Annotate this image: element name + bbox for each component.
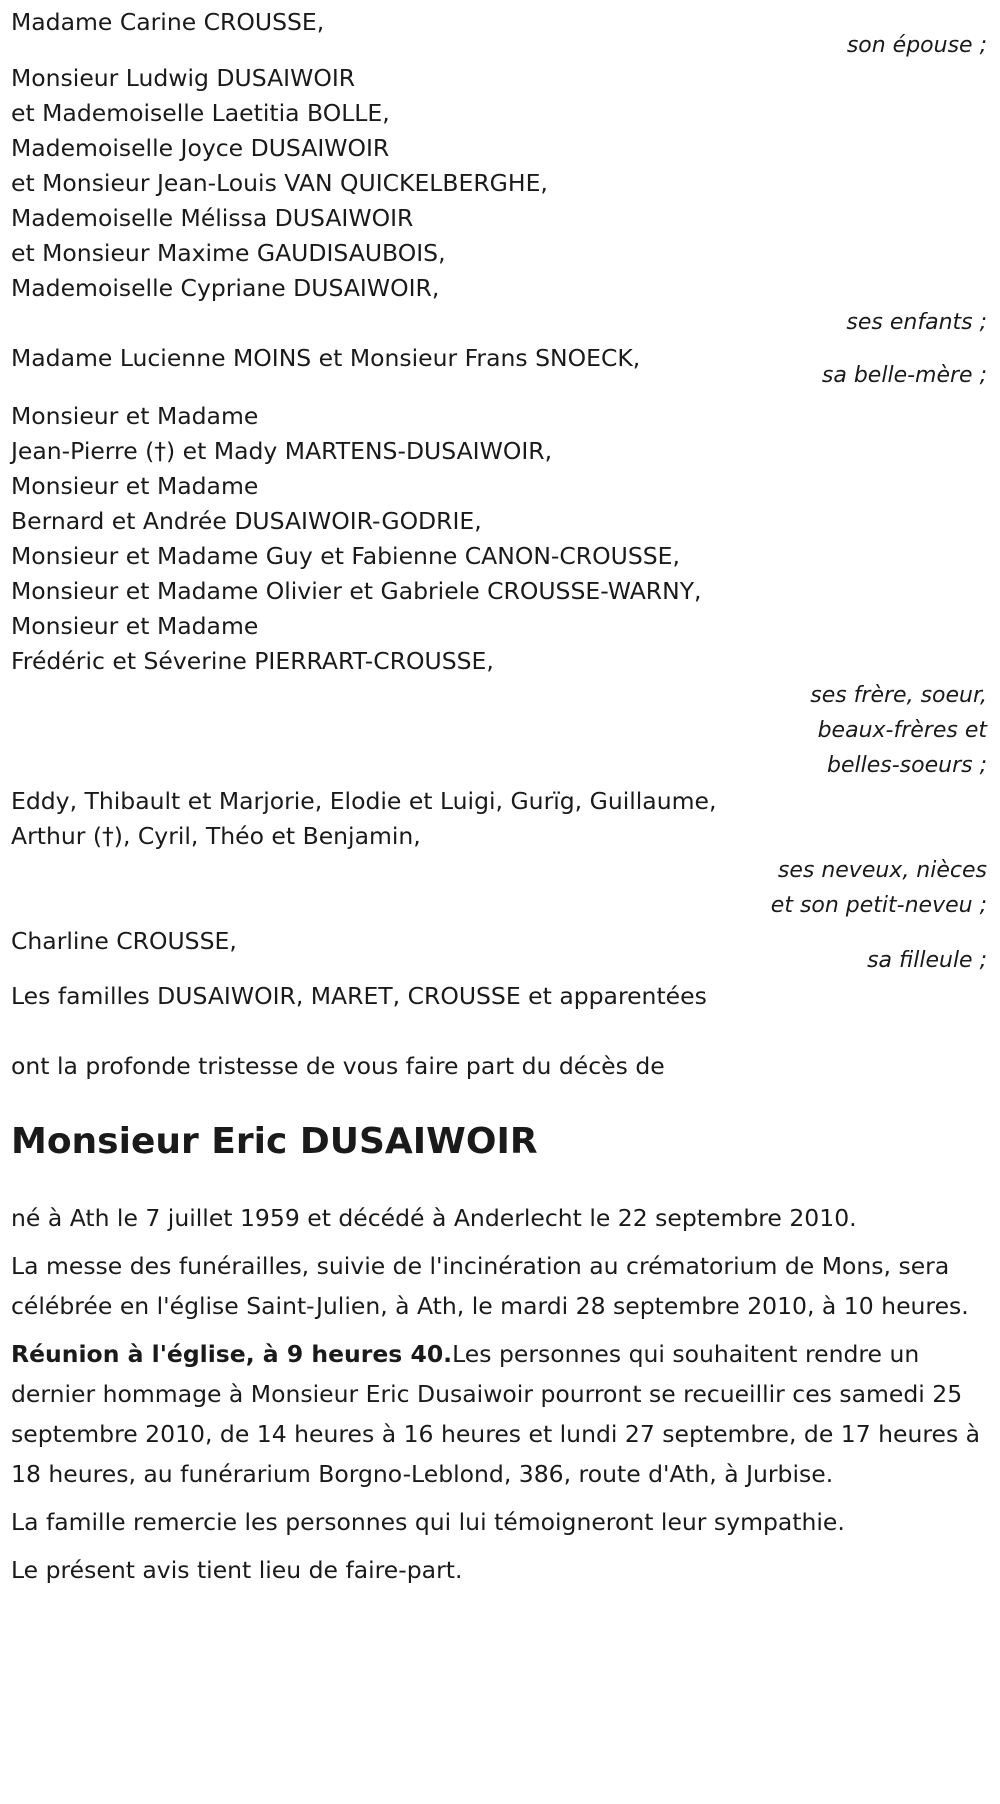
mourner-group-nephews <box>11 781 987 926</box>
mourner-name: Arthur (†), Cyril, Théo et Benjamin, <box>11 822 421 850</box>
mourner-name: et Mademoiselle Laetitia BOLLE, <box>11 99 390 127</box>
families-line: Les familles DUSAIWOIR, MARET, CROUSSE et apparentées <box>11 982 707 1010</box>
mourner-name: Madame Carine CROUSSE, <box>11 8 325 36</box>
mourner-name: Charline CROUSSE, <box>11 927 237 955</box>
notice-paragraph: Le présent avis tient lieu de faire-part. <box>11 1556 463 1584</box>
mourner-name: et Monsieur Maxime GAUDISAUBOIS, <box>11 239 446 267</box>
mourner-name: Monsieur et Madame <box>11 402 259 430</box>
reunion-text: Les personnes qui souhaitent rendre un dernier hommage à Monsieur Eric Dusaiwoir pourront se recueillir ces samedi 25 septembre 2010, de 14 heures à 16 heures et lundi 27 septembre, de 17 heures à 18 heures, au funérarium Borgno-Leblond, 386, route d'Ath, à Jurbise. <box>11 1340 981 1488</box>
death-notice <box>11 0 987 1590</box>
mourner-name: et Monsieur Jean-Louis VAN QUICKELBERGHE, <box>11 169 548 197</box>
mourner-name: Monsieur et Madame Guy et Fabienne CANON-CROUSSE, <box>11 542 680 570</box>
mass-paragraph: La messe des funérailles, suivie de l'incinération au crématorium de Mons, sera célébrée en l'église Saint-Julien, à Ath, le mardi 28 septembre 2010, à 10 heures. <box>11 1252 969 1320</box>
mourner-group-mother-in-law <box>11 338 987 396</box>
thanks-paragraph: La famille remercie les personnes qui lui témoigneront leur sympathie. <box>11 1508 845 1536</box>
mourner-name: Monsieur et Madame Olivier et Gabriele CROUSSE-WARNY, <box>11 577 702 605</box>
mourner-name: Bernard et Andrée DUSAIWOIR-GODRIE, <box>11 507 482 535</box>
mourner-name: Monsieur et Madame <box>11 472 259 500</box>
mourner-name: Frédéric et Séverine PIERRART-CROUSSE, <box>11 647 494 675</box>
mourner-name: Monsieur et Madame <box>11 612 259 640</box>
relation-label: et son petit-neveu ; <box>770 893 987 918</box>
mourner-name: Mademoiselle Mélissa DUSAIWOIR <box>11 204 414 232</box>
relation-label: sa belle-mère ; <box>821 363 987 388</box>
mourner-name: Jean-Pierre (†) et Mady MARTENS-DUSAIWOIR, <box>11 437 553 465</box>
relation-label: belles-soeurs ; <box>827 753 987 778</box>
mourner-group-spouse <box>11 0 987 62</box>
relation-label: sa filleule ; <box>867 948 987 973</box>
mourner-name: Monsieur Ludwig DUSAIWOIR <box>11 64 356 92</box>
mourner-group-goddaughter <box>11 921 987 981</box>
deceased-name: Monsieur Eric DUSAIWOIR <box>11 1121 538 1162</box>
mourner-name: Eddy, Thibault et Marjorie, Elodie et Luigi, Gurïg, Guillaume, <box>11 787 717 815</box>
mourner-name: Madame Lucienne MOINS et Monsieur Frans SNOECK, <box>11 344 641 372</box>
mourner-name: Mademoiselle Cypriane DUSAIWOIR, <box>11 274 440 302</box>
relation-label: ses enfants ; <box>846 310 987 335</box>
birth-death-paragraph: né à Ath le 7 juillet 1959 et décédé à Anderlecht le 22 septembre 2010. <box>11 1204 857 1232</box>
intro-line: ont la profonde tristesse de vous faire part du décès de <box>11 1052 665 1080</box>
reunion-paragraph <box>11 1334 987 1494</box>
relation-label: son épouse ; <box>846 33 987 58</box>
relation-label: ses frère, soeur, <box>810 683 987 708</box>
mourner-group-siblings <box>11 396 987 786</box>
relation-label: ses neveux, nièces <box>777 858 987 883</box>
relation-label: beaux-frères et <box>817 718 987 743</box>
mourner-name: Mademoiselle Joyce DUSAIWOIR <box>11 134 390 162</box>
reunion-bold-text: Réunion à l'église, à 9 heures 40. <box>11 1340 453 1368</box>
mourner-group-children <box>11 58 987 343</box>
